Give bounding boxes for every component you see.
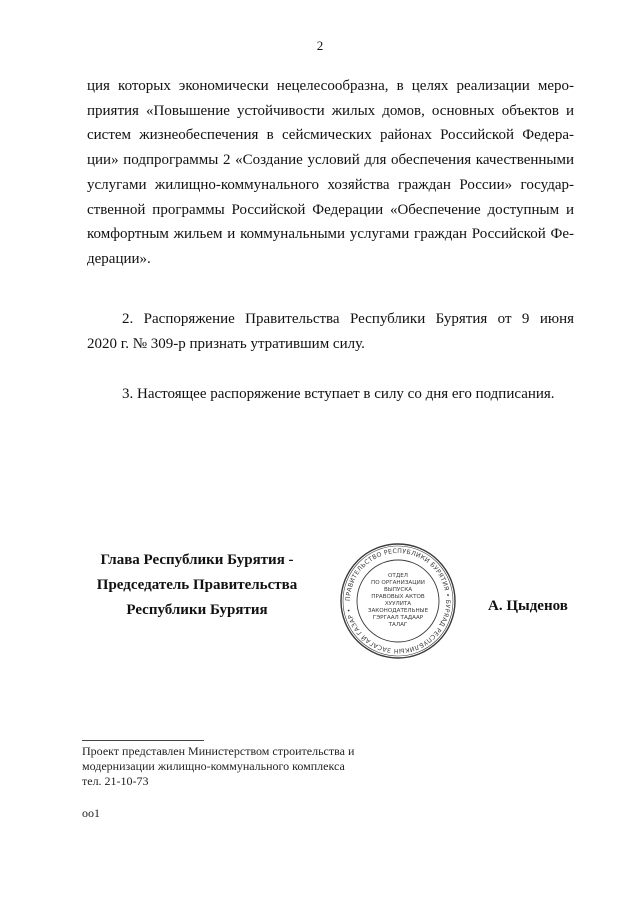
footnote-line: модернизации жилищно-коммунального комплекса xyxy=(82,759,345,773)
signatory-title-line: Председатель Правительства xyxy=(96,577,298,593)
signatory-title xyxy=(82,548,312,623)
seal-ring-text: ПРАВИТЕЛЬСТВО РЕСПУБЛИКИ БУРЯТИЯ • БУРЯАД РЕСПУБЛИКЫН ЗАСАГАЙ ГАЗАР • xyxy=(344,547,452,655)
paragraph-1-continuation xyxy=(87,74,574,272)
text-line: комфортным жильем и коммунальными услугами граждан Российской Фе- xyxy=(87,226,574,243)
signatory-title-line: Республики Бурятия xyxy=(126,602,268,618)
svg-text:ОТДЕЛ: ОТДЕЛ xyxy=(388,573,408,579)
text-line: приятия «Повышение устойчивости жилых домов, основных объектов и xyxy=(87,102,574,119)
signatory-title-line: Глава Республики Бурятия - xyxy=(100,552,294,568)
text-line: ция которых экономически нецелесообразна, в целях реализации меро- xyxy=(87,78,574,94)
paragraph-3 xyxy=(87,382,574,407)
svg-text:ПО ОРГАНИЗАЦИИ: ПО ОРГАНИЗАЦИИ xyxy=(371,580,425,586)
text-line: 2020 г. № 309-р признать утратившим силу. xyxy=(87,335,365,352)
text-line: 3. Настоящее распоряжение вступает в силу со дня его подписания. xyxy=(122,386,555,402)
text-line: 2. Распоряжение Правительства Республики Бурятия от 9 июня xyxy=(122,311,574,327)
page-number: 2 xyxy=(316,38,324,53)
footnote-divider xyxy=(82,740,204,741)
svg-text:ГЭРГААЛ ТАДААР: ГЭРГААЛ ТАДААР xyxy=(372,615,424,621)
paragraph-2 xyxy=(87,307,574,356)
svg-text:ХУУЛИТА: ХУУЛИТА xyxy=(384,601,412,607)
text-line: услугами жилищно-коммунального хозяйства граждан России» государ- xyxy=(87,176,574,193)
text-line: дерации». xyxy=(87,250,151,267)
footnote-line: Проект представлен Министерством строительства и xyxy=(82,744,355,758)
official-seal-graphic xyxy=(338,541,458,661)
footnote-line: тел. 21-10-73 xyxy=(82,774,149,788)
svg-text:ТАЛАГ: ТАЛАГ xyxy=(388,622,408,628)
svg-text:ПРАВОВЫХ АКТОВ: ПРАВОВЫХ АКТОВ xyxy=(371,594,425,600)
svg-text:ЗАКОНОДАТЕЛЬНЫЕ: ЗАКОНОДАТЕЛЬНЫЕ xyxy=(367,608,429,614)
seal-center-text xyxy=(368,573,429,628)
document-code: оо1 xyxy=(82,806,100,820)
svg-text:ВЫПУСКА: ВЫПУСКА xyxy=(383,587,413,593)
signatory-name: А. Цыденов xyxy=(488,598,568,614)
text-line: ции» подпрограммы 2 «Создание условий для обеспечения качественными xyxy=(87,152,574,169)
footnote xyxy=(82,744,354,789)
text-line: систем жизнеобеспечения в сейсмических районах Российской Федера- xyxy=(87,127,574,144)
text-line: ственной программы Российской Федерации «Обеспечение доступным и xyxy=(87,201,574,218)
official-seal xyxy=(338,541,458,661)
